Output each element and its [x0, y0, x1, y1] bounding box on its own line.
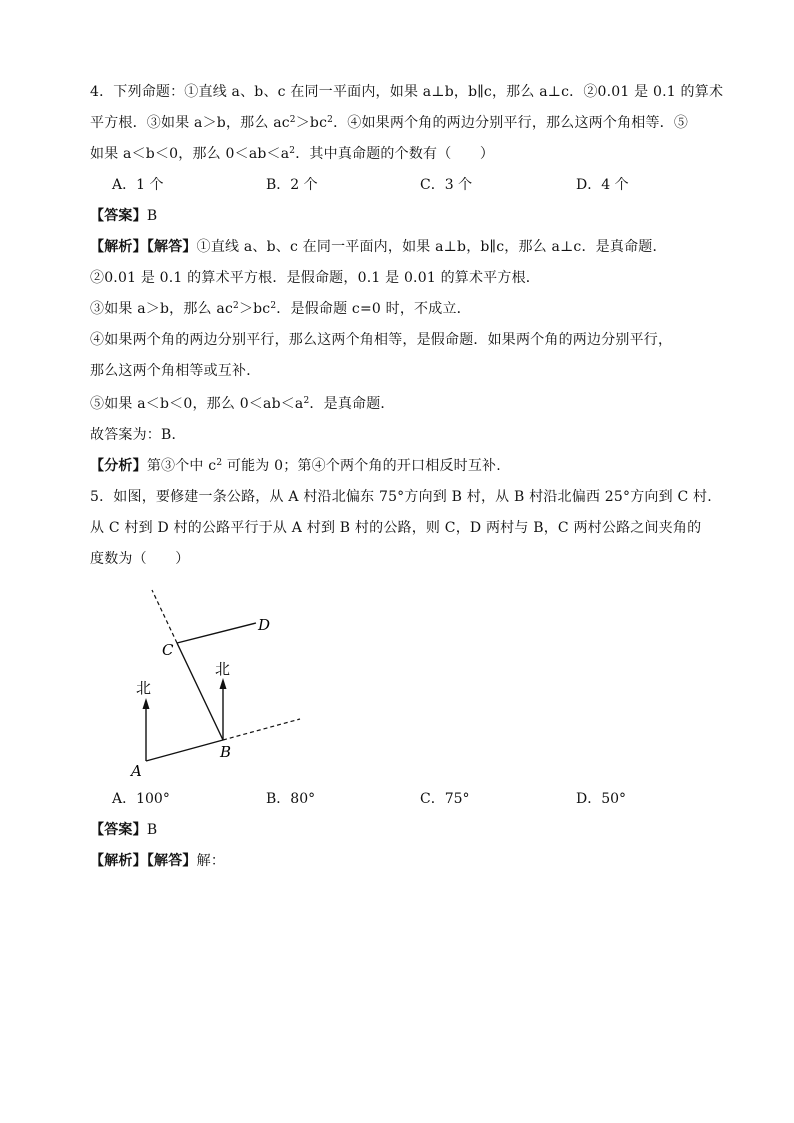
q5-answer-value: B — [146, 822, 158, 838]
q5-stem-line-1: 5．如图，要修建一条公路，从 A 村沿北偏东 75°方向到 B 村，从 B 村沿北偏西 25°方向到 C 村. — [90, 489, 712, 505]
q5-answer — [90, 820, 730, 840]
q5-option-c[interactable]: C．75° — [420, 791, 470, 807]
q4-stem-line-2-text-a: 平方根．③如果 a＞b，那么 ac — [90, 115, 290, 131]
q5-solution-tag: 【解答】 — [146, 853, 197, 869]
q4-superscript: 2 — [289, 115, 296, 125]
q4-stem-line-2-text-b: ＞bc — [295, 115, 328, 131]
q4-option-b[interactable]: B．2 个 — [266, 177, 318, 193]
q5-stem-line-3: 度数为（ ） — [90, 551, 190, 567]
q4-solution-5-text-a: ⑤如果 a＜b＜0，那么 0＜ab＜a — [90, 396, 304, 412]
line-cb-extension — [152, 590, 177, 643]
q4-answer-tag: 【答案】 — [90, 208, 147, 224]
segment-cb — [177, 643, 223, 740]
label-d: D — [258, 616, 271, 634]
q5-option-d[interactable]: D．50° — [576, 791, 627, 807]
q4-stem-line-3-text-a: 如果 a＜b＜0，那么 0＜ab＜a — [90, 146, 290, 162]
q4-stem-line-2-text-c: ．④如果两个角的两边分别平行，那么这两个角相等．⑤ — [333, 115, 689, 131]
q4-stem-line-3-text-b: ．其中真命题的个数有（ ） — [295, 146, 495, 162]
q4-note-tag: 【分析】 — [90, 458, 147, 474]
q4-solution-tag: 【解答】 — [146, 239, 197, 255]
q4-superscript: 2 — [289, 146, 296, 156]
q4-solution-3-text-c: ．是假命题 c=0 时，不成立． — [276, 301, 471, 317]
q5-answer-tag: 【答案】 — [90, 822, 147, 838]
q4-superscript: 2 — [216, 458, 223, 468]
q4-solution-5-text-b: ．是真命题． — [309, 396, 395, 412]
q4-option-d[interactable]: D．4 个 — [576, 177, 629, 193]
q4-solution-3-text-b: ＞bc — [238, 301, 271, 317]
north-arrow-b-head — [220, 678, 227, 689]
q4-superscript: 2 — [270, 301, 277, 311]
q5-solution — [90, 851, 730, 871]
line-ab-extension — [223, 719, 300, 740]
q4-solution-line-4b: 那么这两个角相等或互补． — [90, 363, 261, 379]
q4-solution-1: ①直线 a、b、c 在同一平面内，如果 a⊥b，b∥c，那么 a⊥c．是真命题． — [196, 239, 667, 255]
segment-cd — [177, 623, 256, 643]
label-a: A — [131, 762, 142, 780]
q4-conclusion: 故答案为：B． — [90, 427, 186, 443]
q5-option-a[interactable]: A．100° — [112, 791, 170, 807]
q4-note-text-a: 第③个中 c — [146, 458, 217, 474]
q4-option-c[interactable]: C．3 个 — [420, 177, 473, 193]
north-label-b: 北 — [215, 660, 231, 678]
q4-answer-value: B — [146, 208, 158, 224]
label-b: B — [220, 743, 232, 761]
north-arrow-a-head — [143, 698, 150, 709]
q4-superscript: 2 — [233, 301, 239, 311]
segment-ab — [146, 740, 223, 761]
q4-stem-line-1: 4．下列命题：①直线 a、b、c 在同一平面内，如果 a⊥b，b∥c，那么 a⊥c．②0.01 是 0.1 的算术 — [90, 84, 724, 100]
q5-solution-start: 解： — [196, 853, 226, 869]
q5-stem-line-2: 从 C 村到 D 村的公路平行于从 A 村到 B 村的公路，则 C，D 两村与 B，C 两村公路之间夹角的 — [90, 520, 702, 536]
q4-superscript: 2 — [303, 396, 310, 406]
q4-analysis-tag: 【解析】 — [90, 239, 147, 255]
q4-solution-line-2: ②0.01 是 0.1 的算术平方根．是假命题，0.1 是 0.01 的算术平方根． — [90, 270, 540, 286]
q5-analysis-tag: 【解析】 — [90, 853, 147, 869]
label-c: C — [162, 641, 174, 659]
q5-option-b[interactable]: B．80° — [266, 791, 316, 807]
q4-note-text-b: 可能为 0；第④个两个角的开口相反时互补. — [222, 458, 501, 474]
q4-solution-3-text-a: ③如果 a＞b，那么 ac — [90, 301, 233, 317]
north-label-a: 北 — [136, 679, 152, 697]
q4-superscript: 2 — [327, 115, 334, 125]
q4-option-a[interactable]: A．1 个 — [112, 177, 164, 193]
q4-solution-line-4a: ④如果两个角的两边分别平行，那么这两个角相等，是假命题．如果两个角的两边分别平行， — [90, 332, 673, 348]
